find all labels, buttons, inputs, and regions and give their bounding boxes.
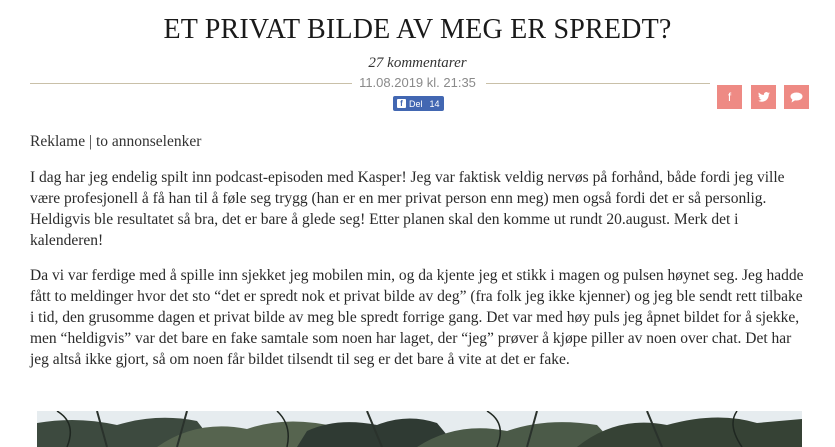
facebook-icon: f [397, 99, 406, 108]
article-paragraph-2: Da vi var ferdige med å spille inn sjekket jeg mobilen min, og da kjente jeg et stikk i magen og pulsen høynet seg. Jeg hadde fått to meldinger hvor det sto “det er spredt nok et privat bilde av deg” (fra folk jeg ikke kjenner) og jeg ble sendt rett tilbake i tid, den grusomme dagen et privat bilde av meg ble spredt forrige gang. Det var med høy puls jeg åpnet bildet for å sjekke, men “heldigvis” var det bare en fake samtale som noen har laget, der “jeg” prøver å kjøpe piller av noen over chat. Det har jeg altså ikke gjort, så om noen får bildet tilsendt til seg er det bare å vite at det er fake. [30, 267, 804, 368]
comment-icon-button[interactable] [784, 85, 809, 109]
sponsored-notice: Reklame | to annonselenker [30, 133, 202, 150]
facebook-icon: f [727, 90, 732, 104]
comments-count[interactable]: 27 kommentarer [368, 55, 467, 71]
photo-tree-branches [37, 411, 802, 447]
article-paragraph-1: I dag har jeg endelig spilt inn podcast-episoden med Kasper! Jeg var faktisk veldig nervøs på forhånd, både fordi jeg ville være profesjonell å få han til å føle seg trygg (han er en mer privat person enn meg) men også fordi det er så personlig. Heldigvis ble resultatet så bra, det er bare å glede seg! Etter planen skal den komme ut rundt 20.august. Merk det i kalenderen! [30, 169, 785, 249]
comment-bubble-icon [790, 92, 803, 103]
post-date: 11.08.2019 kl. 21:35 [359, 75, 476, 90]
article-title: ET PRIVAT BILDE AV MEG ER SPREDT? [163, 14, 672, 45]
comments-link[interactable] [0, 55, 835, 72]
share-label: Del [409, 98, 423, 109]
facebook-share-icon-button[interactable] [717, 85, 742, 109]
facebook-share-button[interactable] [393, 96, 444, 111]
twitter-share-icon-button[interactable] [751, 85, 776, 109]
twitter-icon [758, 92, 770, 102]
article-photo [37, 411, 802, 447]
share-count: 14 [429, 98, 440, 109]
